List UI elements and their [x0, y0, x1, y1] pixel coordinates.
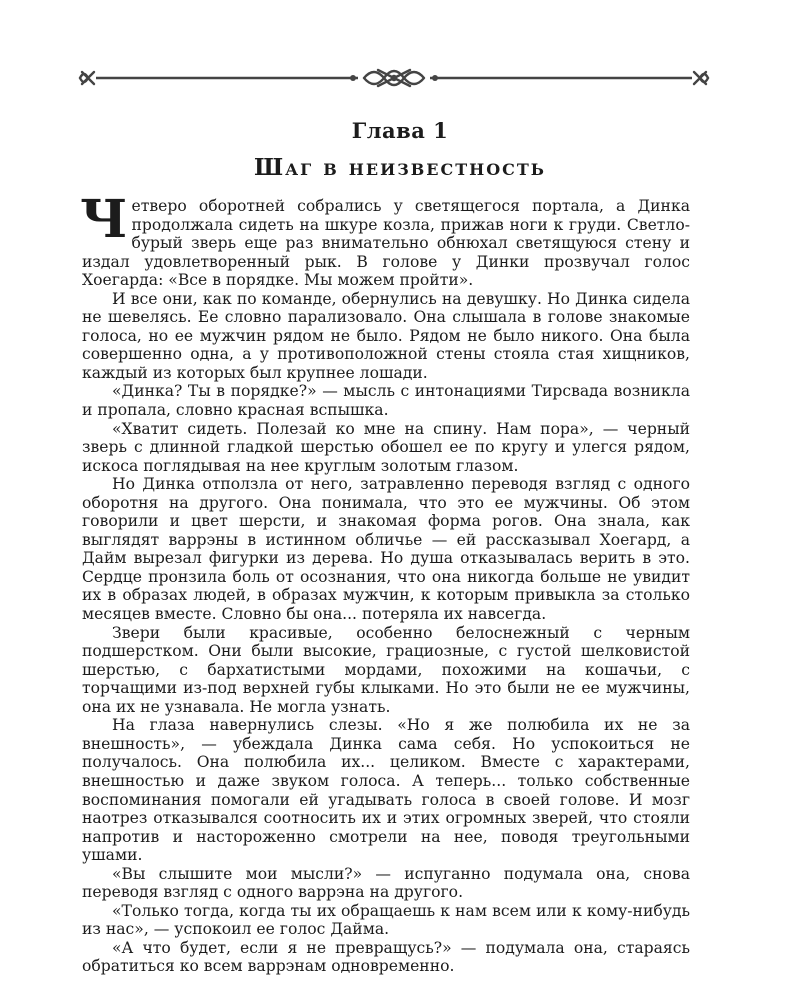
- paragraph-first-text: етверо оборотней собрались у светящегося портала, а Динка продолжала сидеть на шкуре козла, прижав ноги к груди. Светло-бурый зверь еще раз внимательно обнюхал светящуюся стену и издал удовлетворенный рык. В голове у Динки прозвучал голос Хоегарда: «Все в порядке. Мы можем пройти».: [82, 197, 690, 290]
- ornamental-divider-icon: [78, 62, 710, 98]
- paragraph: Звери были красивые, особенно белоснежный с черным подшерстком. Они были высокие, грациозные, с густой шелковистой шерстью, с бархатистыми мордами, похожими на кошачьи, с торчащими из-под верхней губы клыками. Но это были не ее мужчины, она их не узнавала. Не могла узнать.: [82, 623, 690, 716]
- chapter-number: Глава 1: [351, 118, 449, 143]
- paragraph: На глаза навернулись слезы. «Но я же полюбила их не за внешность», — убеждала Динка сама себя. Но успокоиться не получалось. Она полюбила их... целиком. Вместе с характерами, внешностью и даже звуком голоса. А теперь... только собственные воспоминания помогали ей угадывать голоса в своей голове. И мозг наотрез отказывался соотносить их и этих огромных зверей, что стояли напротив и настороженно смотрели на нее, поводя треугольными ушами.: [82, 716, 690, 865]
- paragraph: «Хватит сидеть. Полезай ко мне на спину. Нам пора», — черный зверь с длинной гладкой шерстью обошел ее по кругу и улегся рядом, искоса поглядывая на нее круглым золотым глазом.: [82, 419, 690, 475]
- chapter-title: Шаг в неизвестность: [253, 154, 546, 181]
- paragraph: Но Динка отползла от него, затравленно переводя взгляд с одного оборотня на другого. Она понимала, что это ее мужчины. Об этом говорили и цвет шерсти, и знакомая форма рогов. Она знала, как выглядят варрэны в истинном обличье — ей рассказывал Хоегард, а Дайм вырезал фигурки из дерева. Но душа отказывалась верить в это. Сердце пронзила боль от осознания, что она никогда больше не увидит их в образах людей, в образах мужчин, к которым привыкла за столько месяцев вместе. Словно бы она... потеряла их навсегда.: [82, 475, 690, 624]
- paragraph: И все они, как по команде, обернулись на девушку. Но Динка сидела не шевелясь. Ее словно парализовало. Она слышала в голове знакомые голоса, но ее мужчин рядом не было. Рядом не было никого. Она была совершенно одна, а у противоположной стены стояла стая хищников, каждый из которых был крупнее лошади.: [82, 289, 690, 382]
- paragraph: «А что будет, если я не превращусь?» — подумала она, стараясь обратиться ко всем варрэнам одновременно.: [82, 938, 690, 976]
- paragraph-first: [80, 189, 690, 290]
- paragraph: «Динка? Ты в порядке?» — мысль с интонациями Тирсвада возникла и пропала, словно красная вспышка.: [82, 382, 690, 420]
- paragraph: «Только тогда, когда ты их обращаешь к нам всем или к кому-нибудь из нас», — успокоил ее голос Дайма.: [82, 901, 690, 939]
- chapter-body: [80, 189, 690, 976]
- paragraph: «Вы слышите мои мысли?» — испуганно подумала она, снова переводя взгляд с одного варрэна на другого.: [82, 864, 690, 902]
- drop-cap: Ч: [80, 189, 128, 250]
